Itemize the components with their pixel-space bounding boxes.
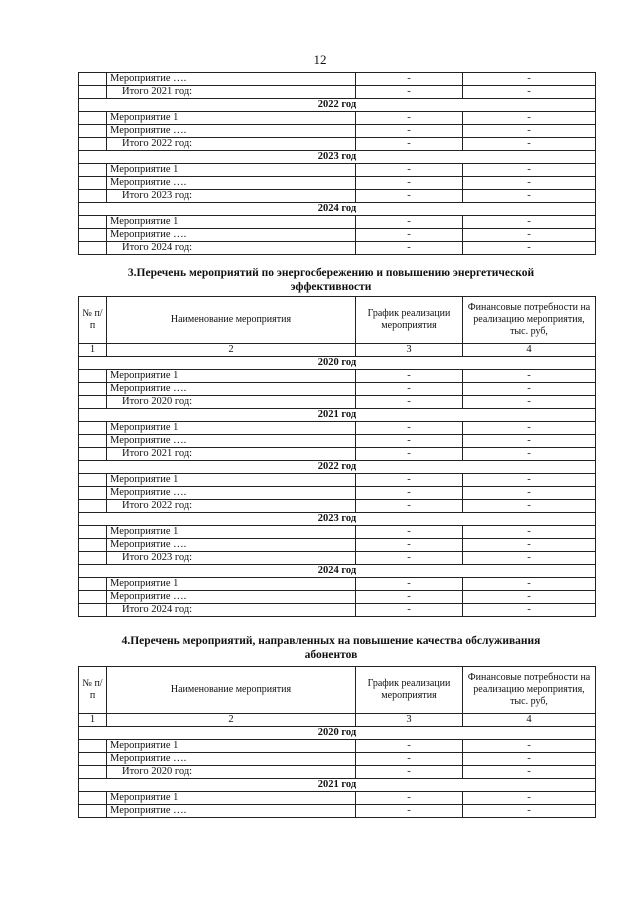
table-row xyxy=(79,740,596,753)
activity-name: Мероприятие 1 xyxy=(107,792,356,805)
finance-cell: - xyxy=(463,805,596,818)
column-number: 1 xyxy=(79,714,107,727)
finance-cell: - xyxy=(463,112,596,125)
column-number: 2 xyxy=(107,714,356,727)
finance-cell: - xyxy=(463,526,596,539)
activity-name: Мероприятие 1 xyxy=(107,578,356,591)
row-number-cell xyxy=(79,73,107,86)
finance-cell: - xyxy=(463,435,596,448)
column-number: 2 xyxy=(107,344,356,357)
table-row xyxy=(79,73,596,86)
year-row xyxy=(79,565,596,578)
row-number-cell xyxy=(79,448,107,461)
total-row xyxy=(79,604,596,617)
row-number-cell xyxy=(79,125,107,138)
schedule-cell: - xyxy=(356,370,463,383)
activity-name: Мероприятие …. xyxy=(107,177,356,190)
year-label: 2024 год xyxy=(79,203,596,216)
year-label: 2023 год xyxy=(79,151,596,164)
activity-name: Мероприятие 1 xyxy=(107,526,356,539)
table-row xyxy=(79,216,596,229)
activity-name: Мероприятие 1 xyxy=(107,370,356,383)
table-body xyxy=(79,727,596,818)
schedule-cell: - xyxy=(356,539,463,552)
column-number: 4 xyxy=(463,344,596,357)
total-label: Итого 2023 год: xyxy=(107,552,356,565)
section-3-title: 3.Перечень мероприятий по энергосбережению и повышению энергетической эффективности xyxy=(127,267,535,293)
total-label: Итого 2024 год: xyxy=(107,242,356,255)
finance-cell: - xyxy=(463,591,596,604)
row-number-cell xyxy=(79,422,107,435)
row-number-cell xyxy=(79,539,107,552)
table-row xyxy=(79,591,596,604)
finance-cell: - xyxy=(463,552,596,565)
total-label: Итого 2022 год: xyxy=(107,138,356,151)
row-number-cell xyxy=(79,487,107,500)
schedule-cell: - xyxy=(356,164,463,177)
schedule-cell: - xyxy=(356,578,463,591)
schedule-cell: - xyxy=(356,422,463,435)
row-number-cell xyxy=(79,86,107,99)
year-label: 2020 год xyxy=(79,727,596,740)
total-label: Итого 2020 год: xyxy=(107,396,356,409)
finance-cell: - xyxy=(463,73,596,86)
finance-cell: - xyxy=(463,487,596,500)
activity-name: Мероприятие …. xyxy=(107,435,356,448)
column-numbers-row xyxy=(79,344,596,357)
row-number-cell xyxy=(79,604,107,617)
table-row xyxy=(79,487,596,500)
column-number: 4 xyxy=(463,714,596,727)
schedule-cell: - xyxy=(356,740,463,753)
total-row xyxy=(79,242,596,255)
year-label: 2021 год xyxy=(79,779,596,792)
finance-cell: - xyxy=(463,242,596,255)
table-header-row xyxy=(79,297,596,344)
schedule-cell: - xyxy=(356,526,463,539)
table-section-4 xyxy=(78,666,596,818)
schedule-cell: - xyxy=(356,805,463,818)
schedule-cell: - xyxy=(356,242,463,255)
total-row xyxy=(79,448,596,461)
row-number-cell xyxy=(79,792,107,805)
finance-cell: - xyxy=(463,604,596,617)
table-body xyxy=(79,73,596,255)
activity-name: Мероприятие 1 xyxy=(107,422,356,435)
finance-cell: - xyxy=(463,740,596,753)
table-section-3 xyxy=(78,296,596,617)
activity-name: Мероприятие …. xyxy=(107,229,356,242)
row-number-cell xyxy=(79,552,107,565)
activity-name: Мероприятие …. xyxy=(107,539,356,552)
finance-cell: - xyxy=(463,578,596,591)
schedule-cell: - xyxy=(356,753,463,766)
year-row xyxy=(79,99,596,112)
table-row xyxy=(79,125,596,138)
schedule-cell: - xyxy=(356,125,463,138)
schedule-cell: - xyxy=(356,229,463,242)
header-schedule: График реализации мероприятия xyxy=(356,297,463,344)
table-row xyxy=(79,435,596,448)
header-finance: Финансовые потребности на реализацию мероприятия, тыс. руб, xyxy=(463,297,596,344)
table-row xyxy=(79,164,596,177)
schedule-cell: - xyxy=(356,396,463,409)
row-number-cell xyxy=(79,526,107,539)
row-number-cell xyxy=(79,216,107,229)
finance-cell: - xyxy=(463,138,596,151)
schedule-cell: - xyxy=(356,86,463,99)
total-row xyxy=(79,138,596,151)
header-num: № п/п xyxy=(79,297,107,344)
activity-name: Мероприятие …. xyxy=(107,487,356,500)
activity-name: Мероприятие 1 xyxy=(107,164,356,177)
row-number-cell xyxy=(79,396,107,409)
activity-name: Мероприятие 1 xyxy=(107,112,356,125)
finance-cell: - xyxy=(463,216,596,229)
year-row xyxy=(79,409,596,422)
finance-cell: - xyxy=(463,370,596,383)
schedule-cell: - xyxy=(356,500,463,513)
row-number-cell xyxy=(79,740,107,753)
finance-cell: - xyxy=(463,177,596,190)
table-row xyxy=(79,578,596,591)
table-row xyxy=(79,383,596,396)
finance-cell: - xyxy=(463,500,596,513)
schedule-cell: - xyxy=(356,604,463,617)
finance-cell: - xyxy=(463,86,596,99)
activity-name: Мероприятие …. xyxy=(107,125,356,138)
activity-name: Мероприятие …. xyxy=(107,591,356,604)
table-row xyxy=(79,526,596,539)
column-number: 3 xyxy=(356,714,463,727)
activity-name: Мероприятие …. xyxy=(107,805,356,818)
row-number-cell xyxy=(79,229,107,242)
schedule-cell: - xyxy=(356,73,463,86)
finance-cell: - xyxy=(463,396,596,409)
schedule-cell: - xyxy=(356,487,463,500)
finance-cell: - xyxy=(463,792,596,805)
total-label: Итого 2024 год: xyxy=(107,604,356,617)
row-number-cell xyxy=(79,766,107,779)
schedule-cell: - xyxy=(356,766,463,779)
row-number-cell xyxy=(79,370,107,383)
section-4-title: 4.Перечень мероприятий, направленных на повышение качества обслуживания абонентов xyxy=(121,635,541,661)
total-label: Итого 2021 год: xyxy=(107,86,356,99)
table-row xyxy=(79,422,596,435)
finance-cell: - xyxy=(463,539,596,552)
total-label: Итого 2023 год: xyxy=(107,190,356,203)
row-number-cell xyxy=(79,242,107,255)
finance-cell: - xyxy=(463,766,596,779)
total-label: Итого 2020 год: xyxy=(107,766,356,779)
table-row xyxy=(79,112,596,125)
header-name: Наименование мероприятия xyxy=(107,297,356,344)
year-label: 2023 год xyxy=(79,513,596,526)
finance-cell: - xyxy=(463,190,596,203)
schedule-cell: - xyxy=(356,448,463,461)
page-number: 12 xyxy=(313,52,327,67)
row-number-cell xyxy=(79,474,107,487)
row-number-cell xyxy=(79,164,107,177)
activity-name: Мероприятие …. xyxy=(107,73,356,86)
activity-name: Мероприятие …. xyxy=(107,383,356,396)
row-number-cell xyxy=(79,591,107,604)
row-number-cell xyxy=(79,190,107,203)
finance-cell: - xyxy=(463,383,596,396)
finance-cell: - xyxy=(463,125,596,138)
schedule-cell: - xyxy=(356,112,463,125)
column-number: 3 xyxy=(356,344,463,357)
total-label: Итого 2022 год: xyxy=(107,500,356,513)
table-row xyxy=(79,805,596,818)
year-row xyxy=(79,203,596,216)
total-row xyxy=(79,86,596,99)
activity-name: Мероприятие 1 xyxy=(107,740,356,753)
schedule-cell: - xyxy=(356,383,463,396)
row-number-cell xyxy=(79,578,107,591)
header-schedule: График реализации мероприятия xyxy=(356,667,463,714)
table-header-row xyxy=(79,667,596,714)
finance-cell: - xyxy=(463,164,596,177)
row-number-cell xyxy=(79,753,107,766)
activity-name: Мероприятие 1 xyxy=(107,216,356,229)
finance-cell: - xyxy=(463,448,596,461)
year-label: 2021 год xyxy=(79,409,596,422)
row-number-cell xyxy=(79,138,107,151)
year-row xyxy=(79,513,596,526)
column-numbers-row xyxy=(79,714,596,727)
schedule-cell: - xyxy=(356,138,463,151)
schedule-cell: - xyxy=(356,190,463,203)
row-number-cell xyxy=(79,500,107,513)
schedule-cell: - xyxy=(356,792,463,805)
row-number-cell xyxy=(79,177,107,190)
table-row xyxy=(79,539,596,552)
table-body xyxy=(79,357,596,617)
schedule-cell: - xyxy=(356,474,463,487)
finance-cell: - xyxy=(463,229,596,242)
total-label: Итого 2021 год: xyxy=(107,448,356,461)
row-number-cell xyxy=(79,383,107,396)
table-row xyxy=(79,370,596,383)
total-row xyxy=(79,500,596,513)
total-row xyxy=(79,552,596,565)
total-row xyxy=(79,396,596,409)
schedule-cell: - xyxy=(356,552,463,565)
header-num: № п/п xyxy=(79,667,107,714)
table-section-2-continued xyxy=(78,72,596,255)
year-label: 2022 год xyxy=(79,99,596,112)
year-label: 2022 год xyxy=(79,461,596,474)
table-row xyxy=(79,177,596,190)
schedule-cell: - xyxy=(356,591,463,604)
activity-name: Мероприятие 1 xyxy=(107,474,356,487)
table-row xyxy=(79,229,596,242)
year-row xyxy=(79,727,596,740)
row-number-cell xyxy=(79,112,107,125)
finance-cell: - xyxy=(463,422,596,435)
schedule-cell: - xyxy=(356,177,463,190)
year-label: 2020 год xyxy=(79,357,596,370)
year-row xyxy=(79,461,596,474)
table-row xyxy=(79,792,596,805)
schedule-cell: - xyxy=(356,216,463,229)
activity-name: Мероприятие …. xyxy=(107,753,356,766)
year-row xyxy=(79,779,596,792)
header-finance: Финансовые потребности на реализацию мероприятия, тыс. руб, xyxy=(463,667,596,714)
year-label: 2024 год xyxy=(79,565,596,578)
row-number-cell xyxy=(79,805,107,818)
table-row xyxy=(79,753,596,766)
schedule-cell: - xyxy=(356,435,463,448)
finance-cell: - xyxy=(463,474,596,487)
year-row xyxy=(79,357,596,370)
year-row xyxy=(79,151,596,164)
total-row xyxy=(79,766,596,779)
header-name: Наименование мероприятия xyxy=(107,667,356,714)
finance-cell: - xyxy=(463,753,596,766)
row-number-cell xyxy=(79,435,107,448)
table-row xyxy=(79,474,596,487)
total-row xyxy=(79,190,596,203)
column-number: 1 xyxy=(79,344,107,357)
